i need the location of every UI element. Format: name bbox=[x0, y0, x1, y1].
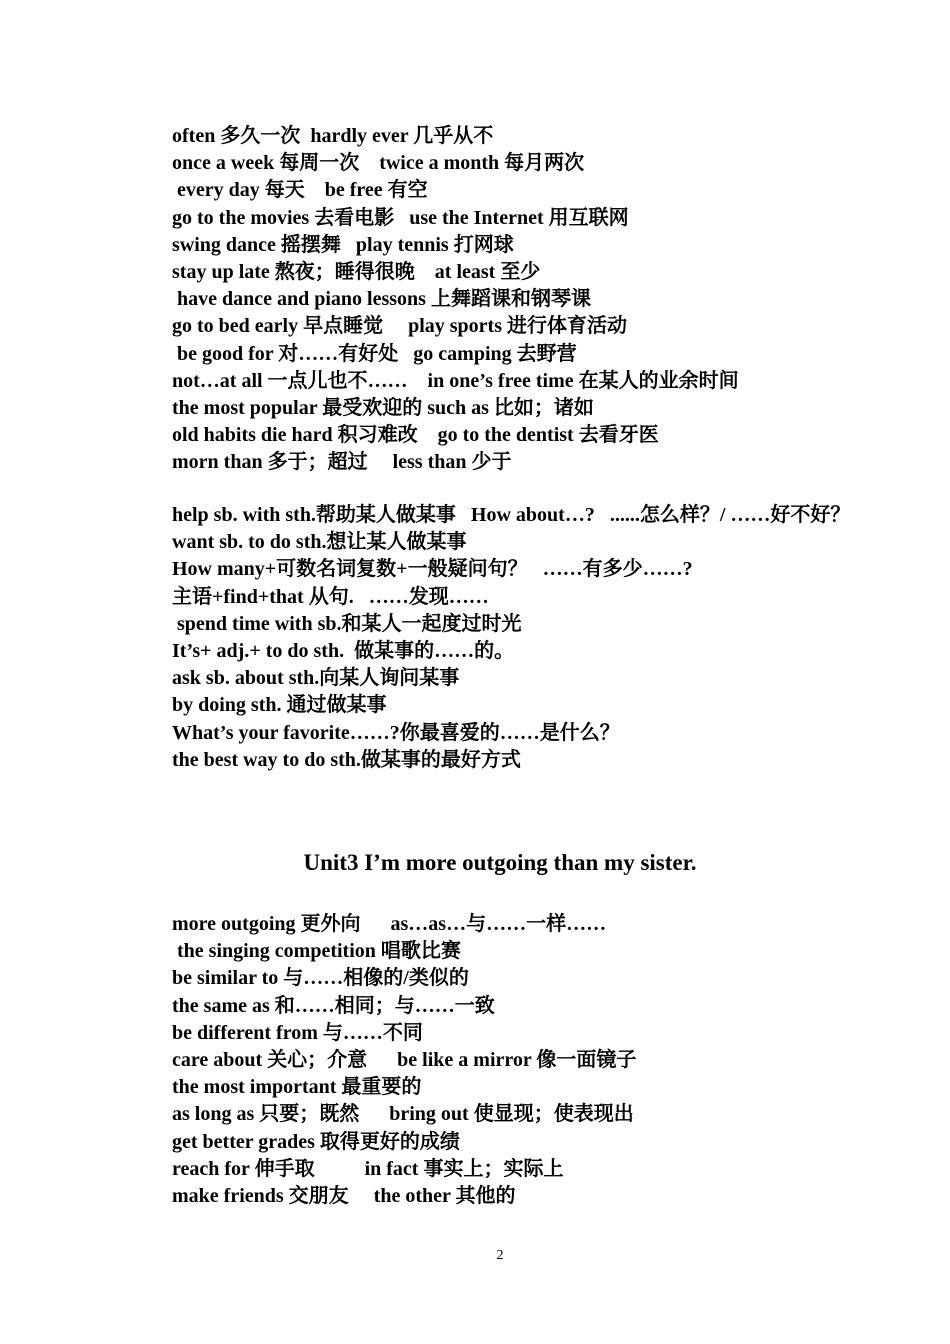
phrase-line: once a week 每周一次 twice a month 每月两次 bbox=[172, 152, 585, 175]
pattern-line: How many+可数名词复数+一般疑问句？ ……有多少……? bbox=[172, 558, 693, 581]
pattern-line: want sb. to do sth.想让某人做某事 bbox=[172, 531, 467, 554]
phrase-line: more outgoing 更外向 as…as…与……一样…… bbox=[172, 913, 607, 935]
phrase-line: have dance and piano lessons 上舞蹈课和钢琴课 bbox=[172, 288, 591, 311]
phrase-line: old habits die hard 积习难改 go to the dentist 去看牙医 bbox=[172, 424, 659, 447]
pattern-line: the best way to do sth.做某事的最好方式 bbox=[172, 748, 521, 771]
phrase-line: make friends 交朋友 the other 其他的 bbox=[172, 1185, 516, 1208]
phrase-line: get better grades 取得更好的成绩 bbox=[172, 1130, 460, 1153]
pattern-line: It’s+ adj.+ to do sth. 做某事的……的。 bbox=[172, 640, 515, 663]
pattern-line: spend time with sb.和某人一起度过时光 bbox=[172, 612, 522, 635]
phrase-line: as long as 只要；既然 bring out 使显现；使表现出 bbox=[172, 1103, 634, 1126]
phrase-line: swing dance 摇摆舞 play tennis 打网球 bbox=[172, 233, 514, 256]
phrase-line: morn than 多于；超过 less than 少于 bbox=[172, 451, 512, 474]
phrase-line: not…at all 一点儿也不…… in one’s free time 在某人的业余时间 bbox=[172, 369, 739, 392]
phrase-line: the same as 和……相同；与……一致 bbox=[172, 994, 495, 1017]
phrase-line: be similar to 与……相像的/类似的 bbox=[172, 967, 469, 990]
phrase-line: the most important 最重要的 bbox=[172, 1076, 422, 1099]
phrase-line: care about 关心；介意 be like a mirror 像一面镜子 bbox=[172, 1049, 637, 1072]
phrase-line: every day 每天 be free 有空 bbox=[172, 179, 428, 202]
pattern-line: help sb. with sth.帮助某人做某事 How about…? ......怎么样？/ ……好不好？ bbox=[172, 504, 851, 526]
phrase-line: the singing competition 唱歌比赛 bbox=[172, 940, 461, 963]
phrase-line: go to the movies 去看电影 use the Internet 用互联网 bbox=[172, 206, 629, 229]
phrase-list-unit3 bbox=[172, 911, 852, 1210]
pattern-line: What’s your favorite……?你最喜爱的……是什么？ bbox=[172, 721, 620, 744]
phrase-line: go to bed early 早点睡觉 play sports 进行体育活动 bbox=[172, 315, 627, 338]
phrase-line: be good for 对……有好处 go camping 去野营 bbox=[172, 342, 577, 365]
page-number: 2 bbox=[496, 1248, 504, 1263]
phrase-line: be different from 与……不同 bbox=[172, 1021, 423, 1044]
unit-heading: Unit3 I’m more outgoing than my sister. bbox=[303, 850, 697, 875]
pattern-line: ask sb. about sth.向某人询问某事 bbox=[172, 667, 460, 690]
pattern-line: 主语+find+that 从句. ……发现…… bbox=[172, 585, 489, 608]
sentence-pattern-list bbox=[172, 502, 852, 774]
phrase-list-part1 bbox=[172, 123, 852, 477]
phrase-line: the most popular 最受欢迎的 such as 比如；诸如 bbox=[172, 397, 594, 420]
phrase-line: reach for 伸手取 in fact 事实上；实际上 bbox=[172, 1157, 564, 1180]
phrase-line: often 多久一次 hardly ever 几乎从不 bbox=[172, 125, 494, 147]
pattern-line: by doing sth. 通过做某事 bbox=[172, 694, 387, 717]
phrase-line: stay up late 熬夜；睡得很晚 at least 至少 bbox=[172, 261, 541, 284]
